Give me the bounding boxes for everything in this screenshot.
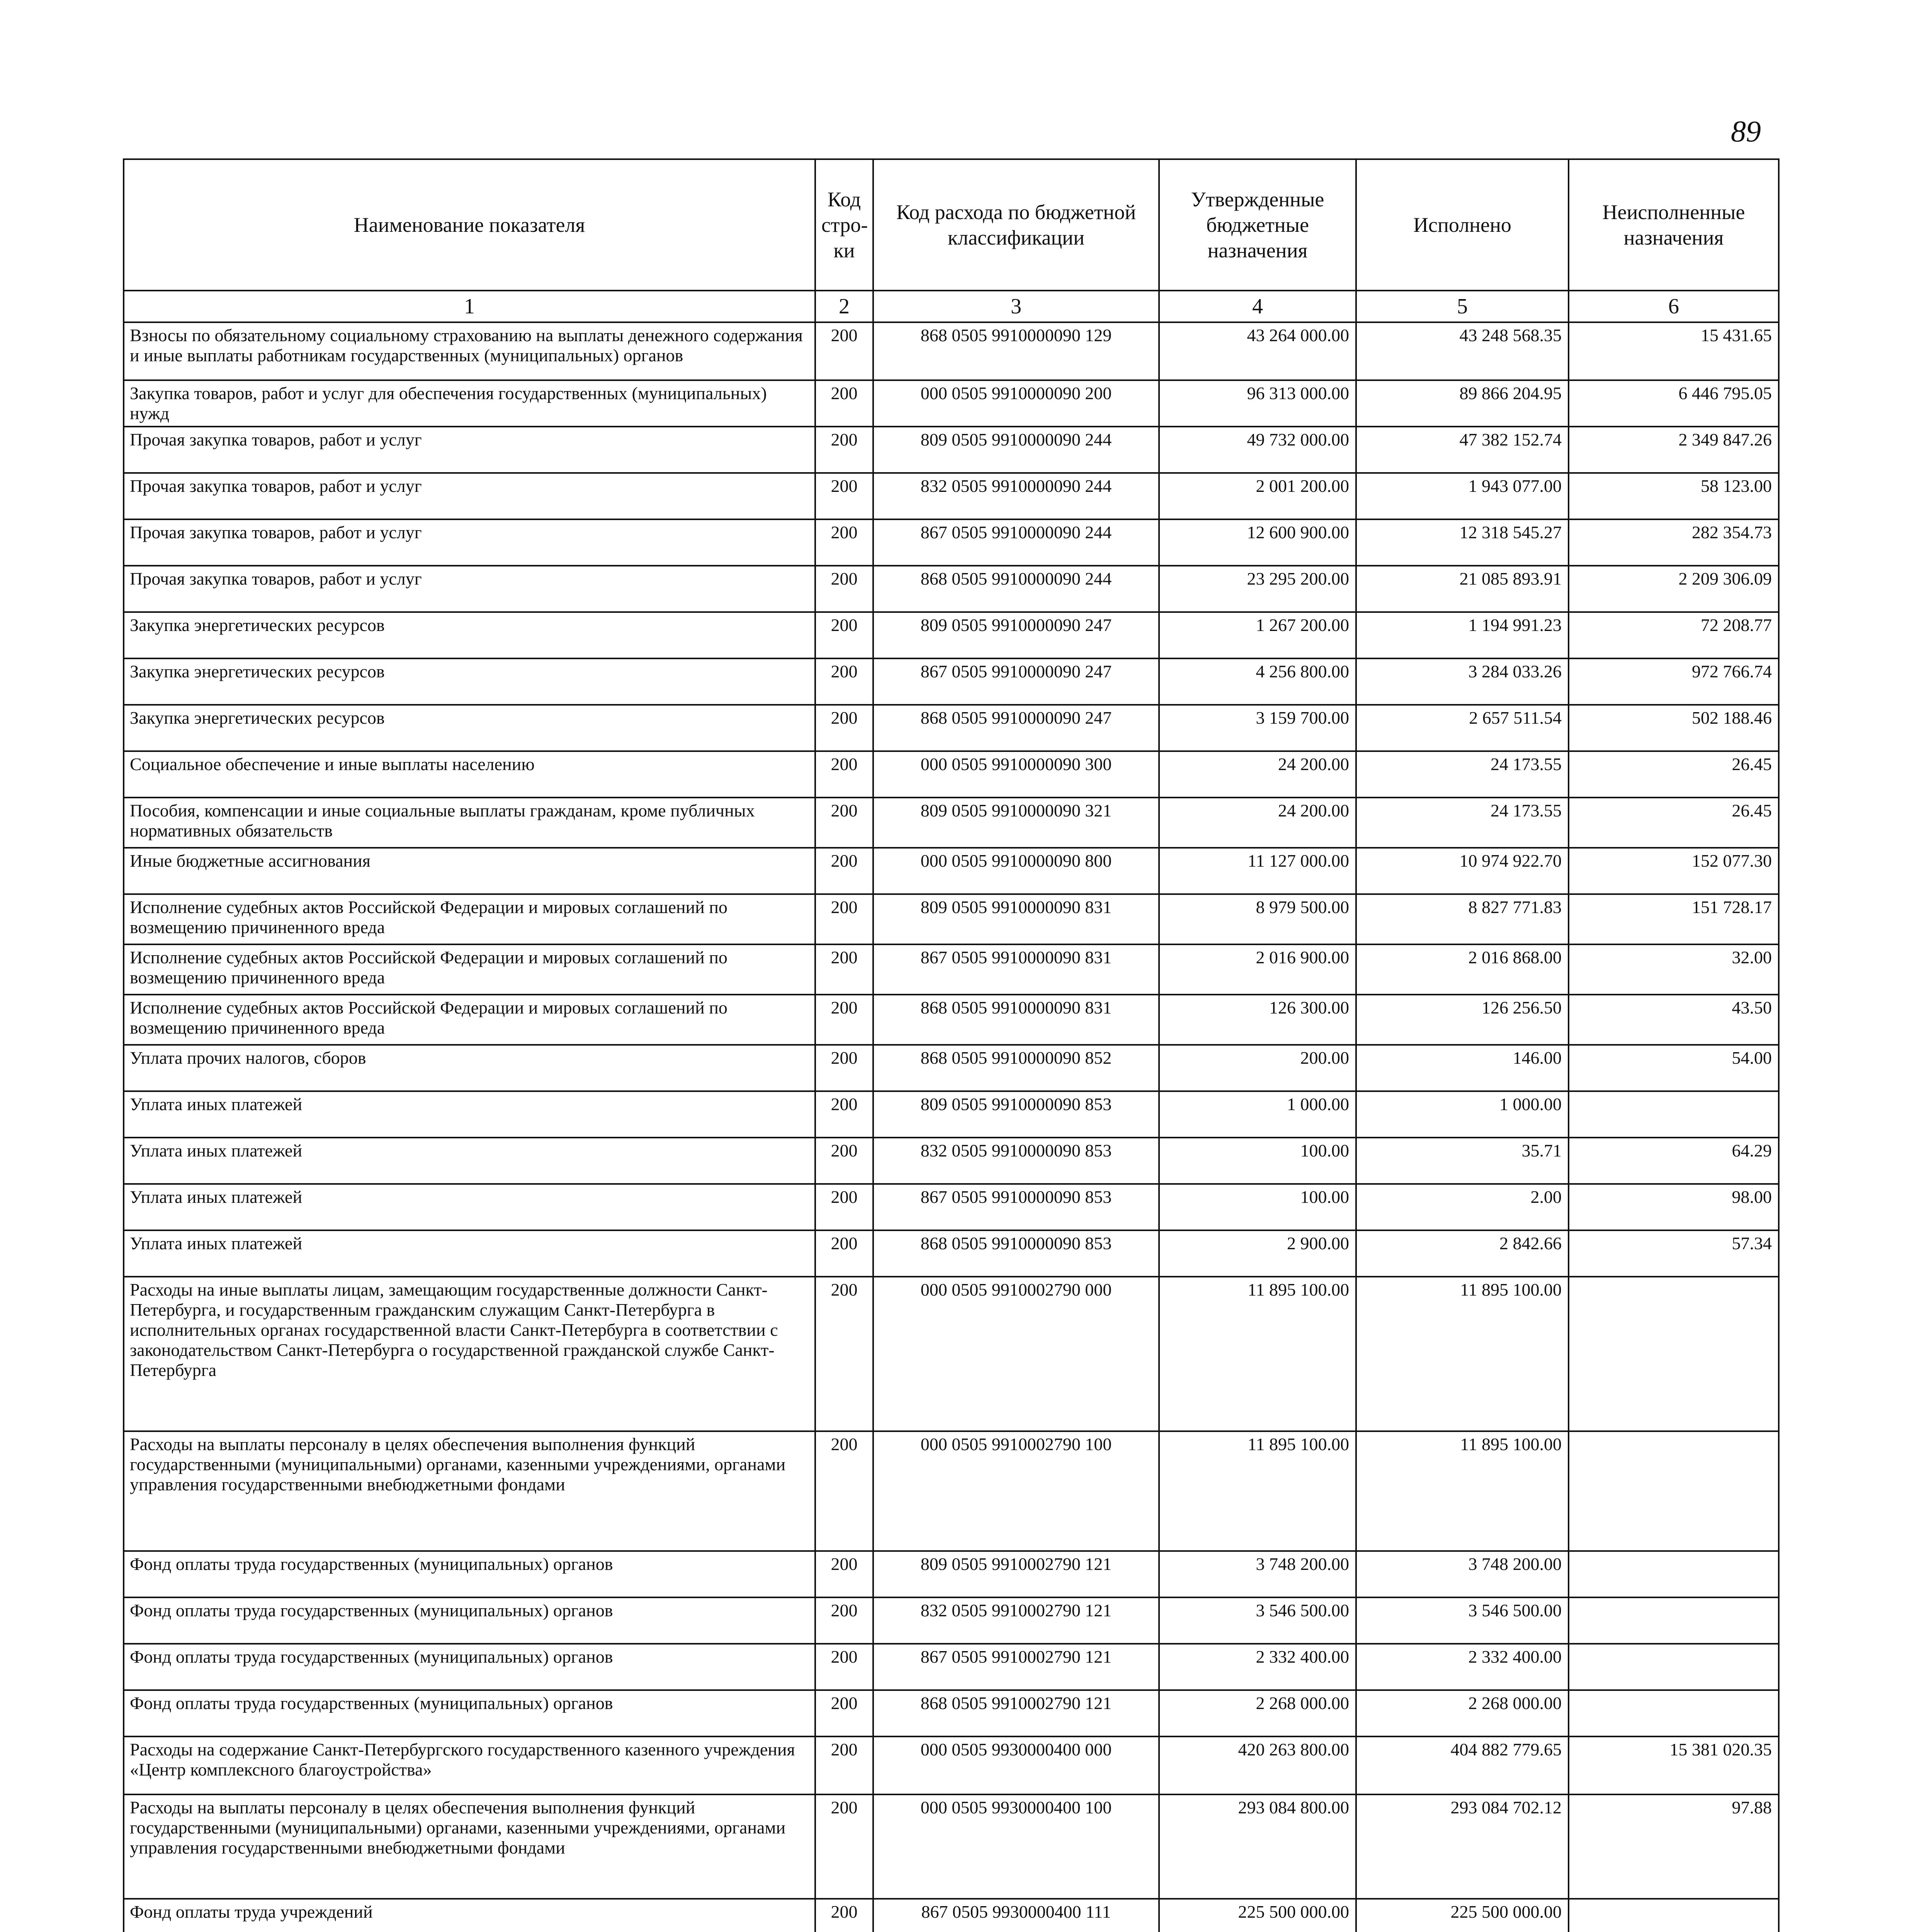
row-code: 200 — [815, 1138, 873, 1184]
row-executed: 2 842.66 — [1356, 1230, 1569, 1277]
row-approved: 11 895 100.00 — [1159, 1431, 1356, 1551]
header-approved: Утвержденные бюджетные назначения — [1159, 159, 1356, 291]
row-executed: 11 895 100.00 — [1356, 1277, 1569, 1431]
row-name: Прочая закупка товаров, работ и услуг — [124, 427, 815, 473]
row-approved: 49 732 000.00 — [1159, 427, 1356, 473]
row-approved: 100.00 — [1159, 1184, 1356, 1230]
row-executed: 35.71 — [1356, 1138, 1569, 1184]
table-row — [124, 848, 1779, 894]
row-unexecuted: 26.45 — [1569, 751, 1779, 798]
row-unexecuted — [1569, 1091, 1779, 1138]
row-code: 200 — [815, 473, 873, 519]
table-row — [124, 1736, 1779, 1794]
row-kbk: 000 0505 9910000090 300 — [873, 751, 1159, 798]
row-executed: 3 748 200.00 — [1356, 1551, 1569, 1597]
row-kbk: 000 0505 9910002790 000 — [873, 1277, 1159, 1431]
row-kbk: 809 0505 9910000090 853 — [873, 1091, 1159, 1138]
budget-execution-table — [123, 158, 1780, 1932]
row-approved: 2 900.00 — [1159, 1230, 1356, 1277]
row-code: 200 — [815, 751, 873, 798]
row-approved: 100.00 — [1159, 1138, 1356, 1184]
row-code: 200 — [815, 1551, 873, 1597]
row-kbk: 809 0505 9910000090 831 — [873, 894, 1159, 944]
row-kbk: 867 0505 9910000090 831 — [873, 944, 1159, 995]
table-row — [124, 322, 1779, 380]
table-row — [124, 1045, 1779, 1091]
row-kbk: 832 0505 9910000090 244 — [873, 473, 1159, 519]
row-unexecuted: 54.00 — [1569, 1045, 1779, 1091]
row-approved: 11 895 100.00 — [1159, 1277, 1356, 1431]
row-name: Закупка энергетических ресурсов — [124, 612, 815, 658]
table-row — [124, 705, 1779, 751]
table-row — [124, 1794, 1779, 1899]
header-expense-code: Код расхода по бюджетной классификации — [873, 159, 1159, 291]
column-number: 4 — [1159, 291, 1356, 322]
table-row — [124, 1644, 1779, 1690]
row-unexecuted — [1569, 1277, 1779, 1431]
row-kbk: 809 0505 9910000090 247 — [873, 612, 1159, 658]
row-approved: 225 500 000.00 — [1159, 1899, 1356, 1932]
table-row — [124, 473, 1779, 519]
row-code: 200 — [815, 380, 873, 427]
row-code: 200 — [815, 519, 873, 566]
row-executed: 24 173.55 — [1356, 798, 1569, 848]
row-code: 200 — [815, 798, 873, 848]
row-kbk: 867 0505 9910000090 853 — [873, 1184, 1159, 1230]
page-number: 89 — [1731, 114, 1761, 148]
row-approved: 126 300.00 — [1159, 995, 1356, 1045]
row-kbk: 000 0505 9930000400 000 — [873, 1736, 1159, 1794]
table-row — [124, 612, 1779, 658]
row-code: 200 — [815, 1899, 873, 1932]
row-name: Фонд оплаты труда государственных (муниципальных) органов — [124, 1690, 815, 1736]
row-approved: 43 264 000.00 — [1159, 322, 1356, 380]
column-number-row — [124, 291, 1779, 322]
row-unexecuted: 26.45 — [1569, 798, 1779, 848]
row-unexecuted — [1569, 1644, 1779, 1690]
table-row — [124, 1597, 1779, 1644]
row-code: 200 — [815, 427, 873, 473]
table-row — [124, 1899, 1779, 1932]
row-unexecuted: 502 188.46 — [1569, 705, 1779, 751]
row-code: 200 — [815, 1230, 873, 1277]
row-approved: 1 000.00 — [1159, 1091, 1356, 1138]
row-approved: 2 016 900.00 — [1159, 944, 1356, 995]
row-approved: 1 267 200.00 — [1159, 612, 1356, 658]
row-unexecuted: 15 431.65 — [1569, 322, 1779, 380]
row-name: Уплата иных платежей — [124, 1184, 815, 1230]
budget-table-container — [123, 158, 1778, 1932]
row-executed: 10 974 922.70 — [1356, 848, 1569, 894]
row-kbk: 868 0505 9910000090 853 — [873, 1230, 1159, 1277]
row-kbk: 867 0505 9930000400 111 — [873, 1899, 1159, 1932]
row-code: 200 — [815, 566, 873, 612]
row-unexecuted: 282 354.73 — [1569, 519, 1779, 566]
column-number: 6 — [1569, 291, 1779, 322]
row-executed: 404 882 779.65 — [1356, 1736, 1569, 1794]
row-approved: 12 600 900.00 — [1159, 519, 1356, 566]
row-unexecuted — [1569, 1431, 1779, 1551]
row-code: 200 — [815, 894, 873, 944]
row-kbk: 809 0505 9910000090 244 — [873, 427, 1159, 473]
header-row — [124, 159, 1779, 291]
header-name: Наименование показателя — [124, 159, 815, 291]
row-executed: 126 256.50 — [1356, 995, 1569, 1045]
table-row — [124, 1230, 1779, 1277]
column-number: 5 — [1356, 291, 1569, 322]
row-kbk: 868 0505 9910000090 831 — [873, 995, 1159, 1045]
row-unexecuted: 43.50 — [1569, 995, 1779, 1045]
row-executed: 2 016 868.00 — [1356, 944, 1569, 995]
row-code: 200 — [815, 1045, 873, 1091]
row-kbk: 832 0505 9910002790 121 — [873, 1597, 1159, 1644]
row-kbk: 867 0505 9910000090 247 — [873, 658, 1159, 705]
row-kbk: 832 0505 9910000090 853 — [873, 1138, 1159, 1184]
row-executed: 225 500 000.00 — [1356, 1899, 1569, 1932]
row-name: Расходы на выплаты персоналу в целях обеспечения выполнения функций государственными (муниципальными) органами, казенными учреждениями, органами управления государственными внебюджетными фондами — [124, 1794, 815, 1899]
row-executed: 1 194 991.23 — [1356, 612, 1569, 658]
row-kbk: 000 0505 9910000090 200 — [873, 380, 1159, 427]
row-kbk: 868 0505 9910002790 121 — [873, 1690, 1159, 1736]
column-number: 1 — [124, 291, 815, 322]
row-executed: 2 332 400.00 — [1356, 1644, 1569, 1690]
row-unexecuted: 15 381 020.35 — [1569, 1736, 1779, 1794]
row-approved: 200.00 — [1159, 1045, 1356, 1091]
table-row — [124, 427, 1779, 473]
row-name: Социальное обеспечение и иные выплаты населению — [124, 751, 815, 798]
row-approved: 3 159 700.00 — [1159, 705, 1356, 751]
row-code: 200 — [815, 322, 873, 380]
row-code: 200 — [815, 1597, 873, 1644]
row-name: Прочая закупка товаров, работ и услуг — [124, 519, 815, 566]
row-approved: 11 127 000.00 — [1159, 848, 1356, 894]
row-name: Иные бюджетные ассигнования — [124, 848, 815, 894]
row-name: Прочая закупка товаров, работ и услуг — [124, 473, 815, 519]
table-row — [124, 658, 1779, 705]
table-row — [124, 1091, 1779, 1138]
row-approved: 23 295 200.00 — [1159, 566, 1356, 612]
row-executed: 2 657 511.54 — [1356, 705, 1569, 751]
row-kbk: 000 0505 9930000400 100 — [873, 1794, 1159, 1899]
row-executed: 12 318 545.27 — [1356, 519, 1569, 566]
row-name: Прочая закупка товаров, работ и услуг — [124, 566, 815, 612]
row-name: Исполнение судебных актов Российской Федерации и мировых соглашений по возмещению причиненного вреда — [124, 995, 815, 1045]
row-unexecuted — [1569, 1690, 1779, 1736]
row-executed: 1 943 077.00 — [1356, 473, 1569, 519]
table-row — [124, 894, 1779, 944]
row-code: 200 — [815, 1644, 873, 1690]
row-executed: 47 382 152.74 — [1356, 427, 1569, 473]
row-unexecuted — [1569, 1899, 1779, 1932]
row-unexecuted: 6 446 795.05 — [1569, 380, 1779, 427]
row-unexecuted: 98.00 — [1569, 1184, 1779, 1230]
row-unexecuted: 58 123.00 — [1569, 473, 1779, 519]
row-unexecuted: 151 728.17 — [1569, 894, 1779, 944]
row-executed: 146.00 — [1356, 1045, 1569, 1091]
table-row — [124, 944, 1779, 995]
row-name: Фонд оплаты труда государственных (муниципальных) органов — [124, 1597, 815, 1644]
row-approved: 24 200.00 — [1159, 751, 1356, 798]
row-kbk: 809 0505 9910000090 321 — [873, 798, 1159, 848]
row-executed: 3 546 500.00 — [1356, 1597, 1569, 1644]
row-approved: 24 200.00 — [1159, 798, 1356, 848]
row-code: 200 — [815, 995, 873, 1045]
table-row — [124, 566, 1779, 612]
row-executed: 43 248 568.35 — [1356, 322, 1569, 380]
row-kbk: 868 0505 9910000090 247 — [873, 705, 1159, 751]
row-executed: 24 173.55 — [1356, 751, 1569, 798]
row-kbk: 868 0505 9910000090 852 — [873, 1045, 1159, 1091]
row-name: Пособия, компенсации и иные социальные выплаты гражданам, кроме публичных нормативных обязательств — [124, 798, 815, 848]
row-approved: 293 084 800.00 — [1159, 1794, 1356, 1899]
row-name: Расходы на иные выплаты лицам, замещающим государственные должности Санкт-Петербурга, и государственным гражданским служащим Санкт-Петербурга в исполнительных органах государственной власти Санкт-Петербурга в соответствии с законодательством Санкт-Петербурга о государственной гражданской службе Санкт-Петербурга — [124, 1277, 815, 1431]
row-approved: 8 979 500.00 — [1159, 894, 1356, 944]
row-unexecuted: 32.00 — [1569, 944, 1779, 995]
row-code: 200 — [815, 944, 873, 995]
row-kbk: 867 0505 9910002790 121 — [873, 1644, 1159, 1690]
row-approved: 3 748 200.00 — [1159, 1551, 1356, 1597]
row-kbk: 868 0505 9910000090 244 — [873, 566, 1159, 612]
row-executed: 1 000.00 — [1356, 1091, 1569, 1138]
row-name: Уплата иных платежей — [124, 1230, 815, 1277]
row-executed: 3 284 033.26 — [1356, 658, 1569, 705]
row-approved: 2 332 400.00 — [1159, 1644, 1356, 1690]
row-unexecuted: 2 209 306.09 — [1569, 566, 1779, 612]
row-code: 200 — [815, 1431, 873, 1551]
row-approved: 3 546 500.00 — [1159, 1597, 1356, 1644]
row-name: Уплата прочих налогов, сборов — [124, 1045, 815, 1091]
row-name: Закупка энергетических ресурсов — [124, 705, 815, 751]
row-code: 200 — [815, 1184, 873, 1230]
row-name: Расходы на выплаты персоналу в целях обеспечения выполнения функций государственными (муниципальными) органами, казенными учреждениями, органами управления государственными внебюджетными фондами — [124, 1431, 815, 1551]
row-executed: 2 268 000.00 — [1356, 1690, 1569, 1736]
row-name: Взносы по обязательному социальному страхованию на выплаты денежного содержания и иные выплаты работникам государственных (муниципальных) органов — [124, 322, 815, 380]
row-approved: 96 313 000.00 — [1159, 380, 1356, 427]
row-kbk: 867 0505 9910000090 244 — [873, 519, 1159, 566]
row-code: 200 — [815, 1736, 873, 1794]
row-name: Фонд оплаты труда государственных (муниципальных) органов — [124, 1644, 815, 1690]
row-unexecuted: 64.29 — [1569, 1138, 1779, 1184]
row-name: Закупка энергетических ресурсов — [124, 658, 815, 705]
table-body — [124, 322, 1779, 1932]
row-name: Фонд оплаты труда учреждений — [124, 1899, 815, 1932]
row-kbk: 809 0505 9910002790 121 — [873, 1551, 1159, 1597]
row-executed: 8 827 771.83 — [1356, 894, 1569, 944]
row-name: Уплата иных платежей — [124, 1138, 815, 1184]
row-code: 200 — [815, 1794, 873, 1899]
row-kbk: 868 0505 9910000090 129 — [873, 322, 1159, 380]
row-unexecuted — [1569, 1551, 1779, 1597]
table-row — [124, 995, 1779, 1045]
row-executed: 89 866 204.95 — [1356, 380, 1569, 427]
row-code: 200 — [815, 1091, 873, 1138]
row-unexecuted: 972 766.74 — [1569, 658, 1779, 705]
table-row — [124, 1551, 1779, 1597]
table-row — [124, 1184, 1779, 1230]
row-unexecuted: 57.34 — [1569, 1230, 1779, 1277]
column-number: 3 — [873, 291, 1159, 322]
header-unexecuted: Неисполненные назначения — [1569, 159, 1779, 291]
row-approved: 2 001 200.00 — [1159, 473, 1356, 519]
row-unexecuted: 2 349 847.26 — [1569, 427, 1779, 473]
table-row — [124, 798, 1779, 848]
row-unexecuted: 97.88 — [1569, 1794, 1779, 1899]
header-executed: Исполнено — [1356, 159, 1569, 291]
row-name: Фонд оплаты труда государственных (муниципальных) органов — [124, 1551, 815, 1597]
table-row — [124, 1431, 1779, 1551]
row-unexecuted — [1569, 1597, 1779, 1644]
row-unexecuted: 72 208.77 — [1569, 612, 1779, 658]
row-name: Расходы на содержание Санкт-Петербургского государственного казенного учреждения «Центр комплексного благоустройства» — [124, 1736, 815, 1794]
row-kbk: 000 0505 9910000090 800 — [873, 848, 1159, 894]
row-executed: 2.00 — [1356, 1184, 1569, 1230]
row-executed: 293 084 702.12 — [1356, 1794, 1569, 1899]
table-row — [124, 1277, 1779, 1431]
column-number: 2 — [815, 291, 873, 322]
table-row — [124, 1690, 1779, 1736]
row-name: Исполнение судебных актов Российской Федерации и мировых соглашений по возмещению причиненного вреда — [124, 944, 815, 995]
row-approved: 4 256 800.00 — [1159, 658, 1356, 705]
row-approved: 2 268 000.00 — [1159, 1690, 1356, 1736]
row-code: 200 — [815, 848, 873, 894]
row-code: 200 — [815, 612, 873, 658]
row-code: 200 — [815, 705, 873, 751]
header-row-code: Код стро-ки — [815, 159, 873, 291]
row-executed: 11 895 100.00 — [1356, 1431, 1569, 1551]
table-row — [124, 380, 1779, 427]
row-name: Исполнение судебных актов Российской Федерации и мировых соглашений по возмещению причиненного вреда — [124, 894, 815, 944]
row-approved: 420 263 800.00 — [1159, 1736, 1356, 1794]
row-kbk: 000 0505 9910002790 100 — [873, 1431, 1159, 1551]
table-row — [124, 1138, 1779, 1184]
row-unexecuted: 152 077.30 — [1569, 848, 1779, 894]
row-code: 200 — [815, 1690, 873, 1736]
row-name: Уплата иных платежей — [124, 1091, 815, 1138]
row-code: 200 — [815, 1277, 873, 1431]
row-executed: 21 085 893.91 — [1356, 566, 1569, 612]
table-row — [124, 751, 1779, 798]
table-row — [124, 519, 1779, 566]
row-name: Закупка товаров, работ и услуг для обеспечения государственных (муниципальных) нужд — [124, 380, 815, 427]
row-code: 200 — [815, 658, 873, 705]
